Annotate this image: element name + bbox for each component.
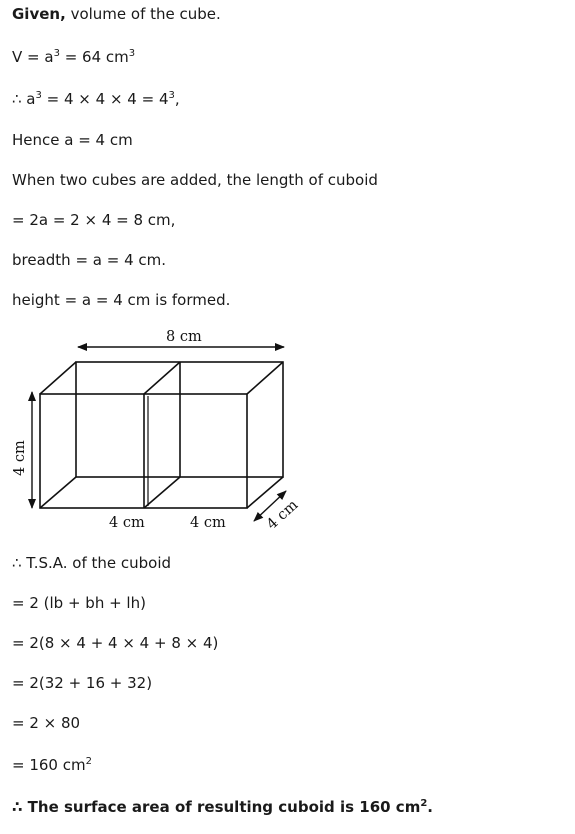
hence-line: Hence a = 4 cm — [12, 131, 133, 149]
result-line — [12, 756, 92, 774]
tsa-line: ∴ T.S.A. of the cuboid — [12, 554, 172, 572]
result-exponent: 2 — [85, 756, 92, 767]
result-value: = 160 cm — [12, 756, 86, 774]
volume-lhs: V = a — [12, 48, 54, 66]
height-line: height = a = 4 cm is formed. — [12, 291, 231, 309]
divider-top-edge — [144, 362, 180, 394]
depth-edge-bottom-left — [40, 477, 76, 508]
therefore-lhs: ∴ a — [12, 90, 36, 108]
cubes-added-line: When two cubes are added, the length of cuboid — [12, 171, 378, 189]
volume-line — [12, 48, 135, 66]
substitution-line-2: = 2(32 + 16 + 32) — [12, 674, 153, 692]
therefore-comma: , — [174, 90, 180, 108]
therefore-power: 3 — [168, 90, 175, 101]
conclusion-text: ∴ The surface area of resulting cuboid is 160 cm — [12, 798, 421, 816]
breadth-line: breadth = a = 4 cm. — [12, 251, 167, 269]
depth-edge-top-right — [247, 362, 283, 394]
given-text: volume of the cube. — [65, 5, 221, 23]
bottom-label-right: 4 cm — [190, 515, 226, 531]
depth-edge-bottom-right — [247, 477, 283, 508]
height-label: 4 cm — [12, 440, 28, 476]
therefore-exponent: 3 — [35, 90, 42, 101]
divider-bottom-edge — [144, 477, 180, 508]
depth-edge-top-left — [40, 362, 76, 394]
therefore-line — [12, 90, 180, 108]
substitution-line-3: = 2 × 80 — [12, 714, 81, 732]
length-line: = 2a = 2 × 4 = 8 cm, — [12, 211, 176, 229]
formula-line: = 2 (lb + bh + lh) — [12, 594, 146, 612]
conclusion-period: . — [427, 798, 433, 816]
conclusion-exponent: 2 — [420, 798, 428, 809]
volume-exponent: 3 — [53, 48, 60, 59]
conclusion-line — [12, 798, 433, 816]
volume-unit-exponent: 3 — [128, 48, 136, 59]
cuboid-edges — [40, 362, 283, 508]
substitution-line-1: = 2(8 × 4 + 4 × 4 + 8 × 4) — [12, 634, 219, 652]
given-label: Given, — [12, 5, 66, 23]
given-line — [12, 5, 221, 23]
therefore-rhs: = 4 × 4 × 4 = 4 — [41, 90, 169, 108]
bottom-label-left: 4 cm — [109, 515, 145, 531]
cuboid-diagram — [10, 324, 310, 539]
volume-rhs: = 64 cm — [59, 48, 129, 66]
length-label: 8 cm — [166, 329, 202, 345]
depth-label: 4 cm — [263, 497, 302, 533]
